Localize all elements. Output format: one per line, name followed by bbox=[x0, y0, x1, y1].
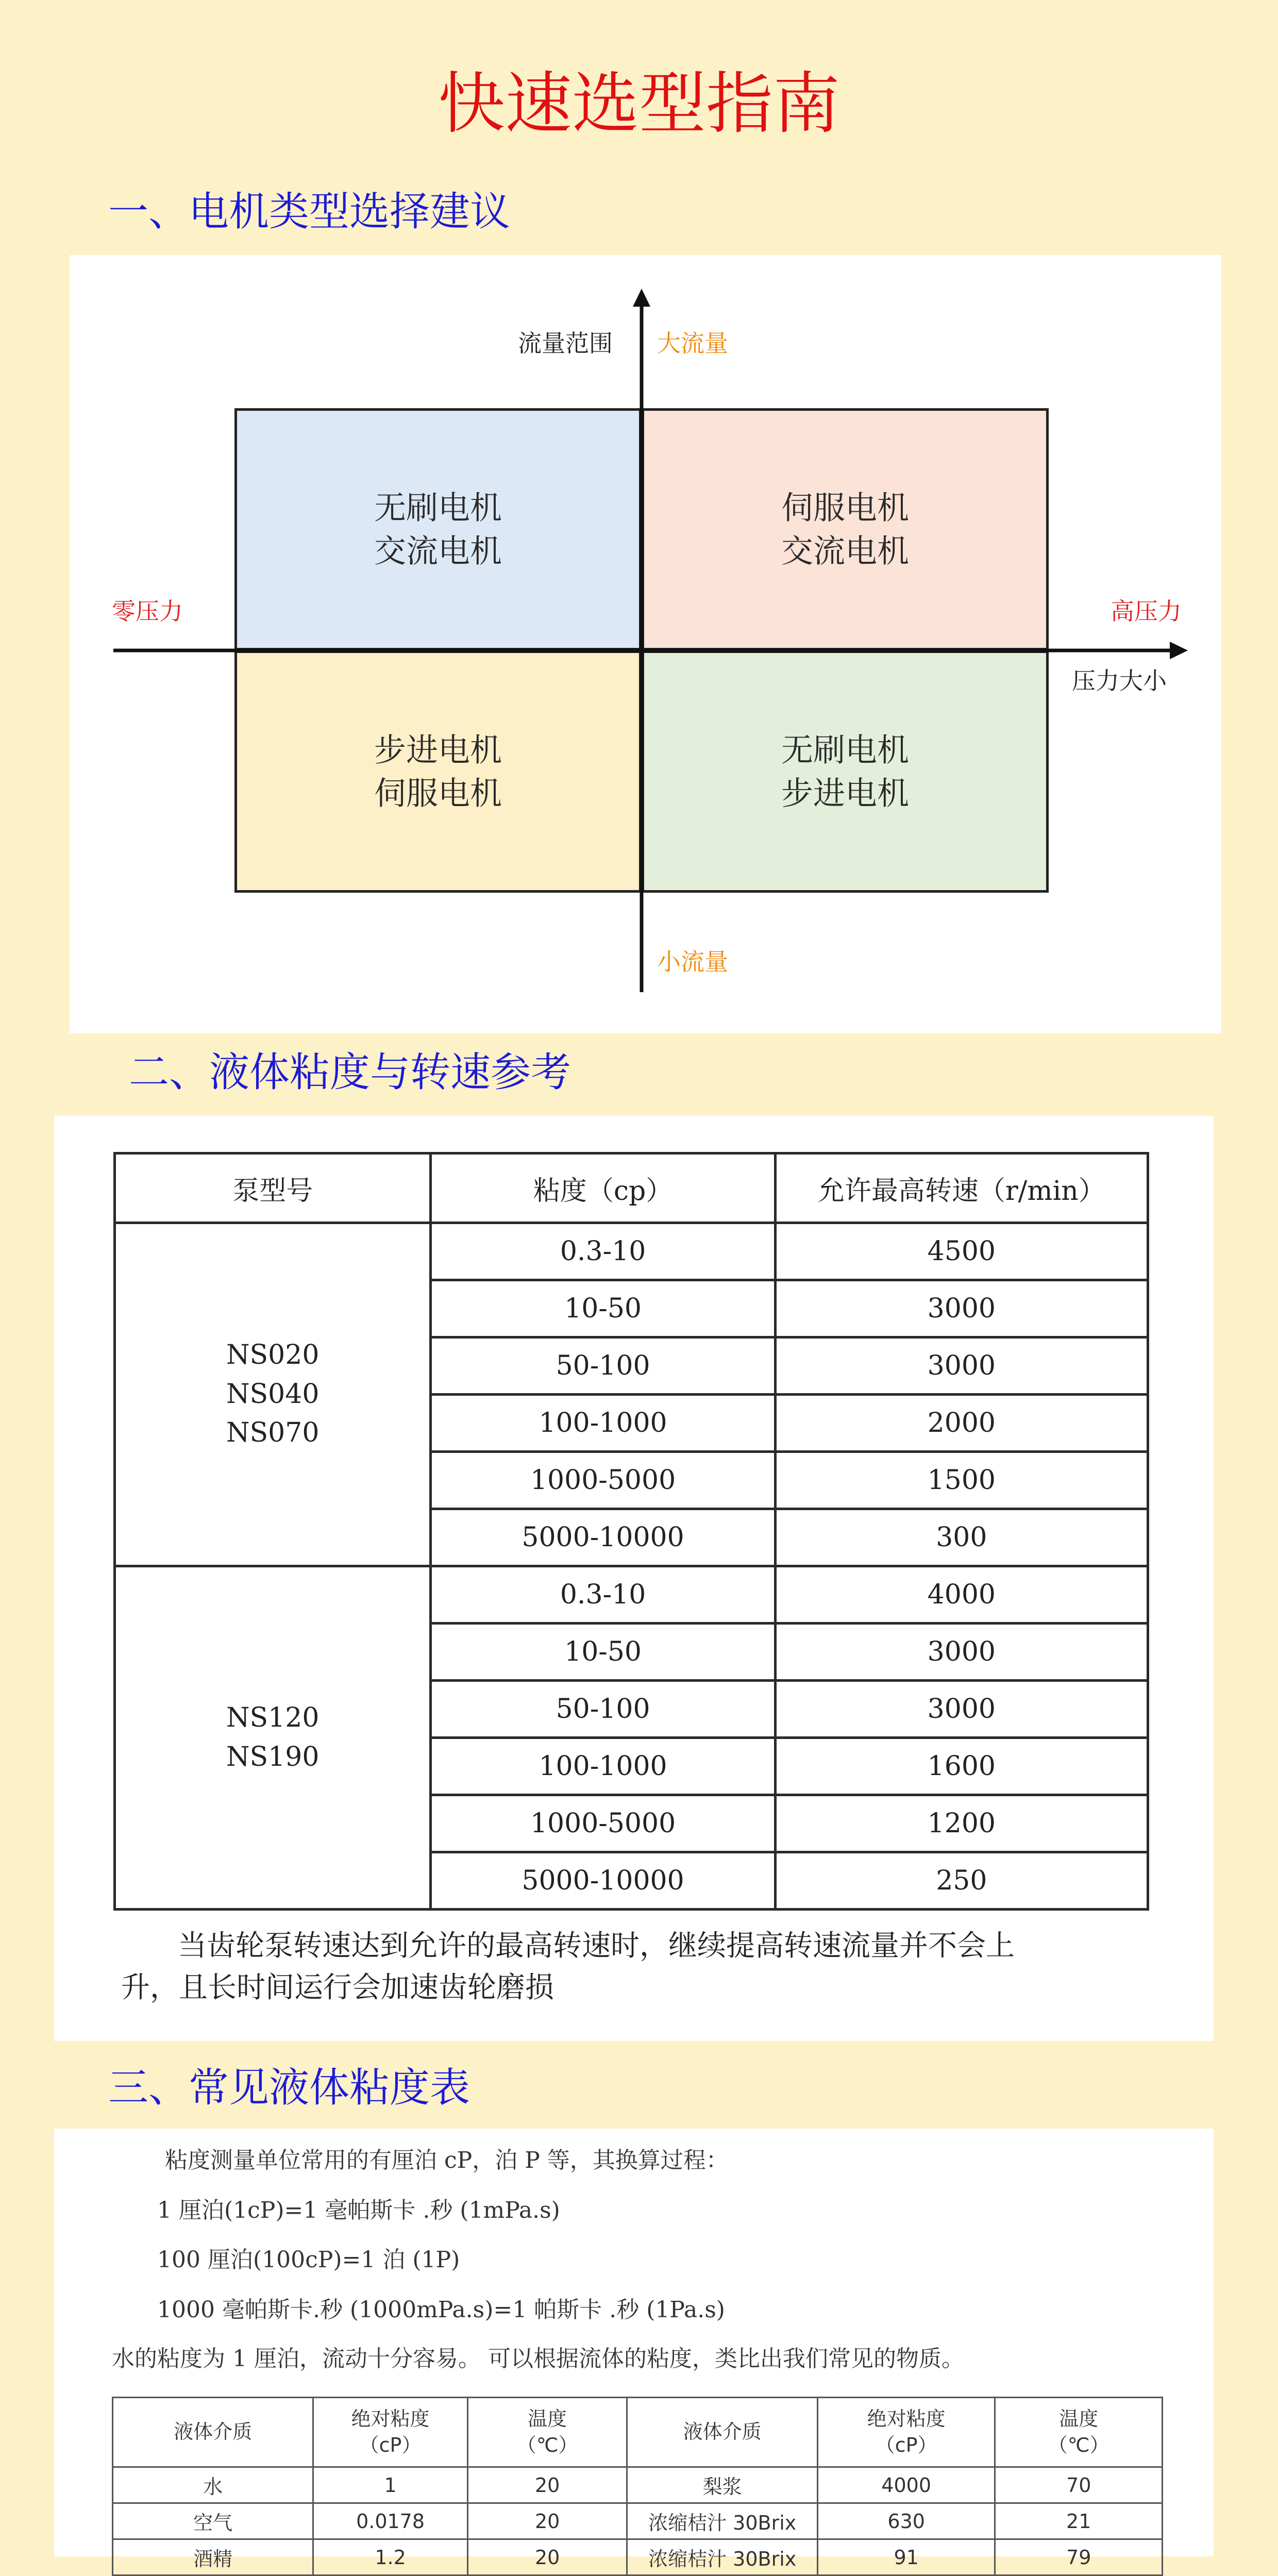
x-axis-label: 压力大小 bbox=[1072, 667, 1167, 695]
quadrant-top-right-line1: 伺服电机 bbox=[781, 489, 909, 527]
pump-model: NS040 bbox=[226, 1378, 320, 1410]
liquid-viscosity-panel bbox=[54, 2129, 1214, 2570]
table-cell: 浓缩桔汁 30Brix bbox=[627, 2503, 817, 2539]
table-row bbox=[115, 1223, 1148, 1280]
header-temperature: 温度 （℃） bbox=[467, 2398, 627, 2467]
speed-cell: 1200 bbox=[775, 1795, 1148, 1852]
speed-note-line2: 升，且长时间运行会加速齿轮磨损 bbox=[121, 1971, 554, 2005]
quadrant-bottom-right-line2: 步进电机 bbox=[781, 774, 909, 812]
viscosity-cell: 100-1000 bbox=[431, 1395, 775, 1452]
viscosity-cell: 5000-10000 bbox=[431, 1852, 775, 1910]
quadrant-top-right-line2: 交流电机 bbox=[781, 532, 909, 570]
table-cell: 21 bbox=[995, 2503, 1163, 2539]
viscosity-cell: 100-1000 bbox=[431, 1738, 775, 1795]
y-axis-arrow-icon bbox=[633, 289, 650, 307]
speed-cell: 3000 bbox=[775, 1337, 1148, 1395]
x-left-label: 零压力 bbox=[112, 597, 183, 625]
section-heading-viscosity-speed: 二、液体粘度与转速参考 bbox=[129, 1049, 571, 1096]
viscosity-cell: 50-100 bbox=[431, 1681, 775, 1738]
speed-cell: 3000 bbox=[775, 1681, 1148, 1738]
table-cell: 浓缩桔汁 30Brix bbox=[627, 2539, 817, 2575]
quadrant-bottom-left-line2: 伺服电机 bbox=[374, 774, 502, 812]
header-medium: 液体介质 bbox=[113, 2398, 313, 2467]
pump-model: NS070 bbox=[226, 1417, 320, 1449]
pump-model: NS120 bbox=[226, 1702, 320, 1734]
pump-model: NS020 bbox=[226, 1340, 320, 1371]
speed-note-line1: 当齿轮泵转速达到允许的最高转速时，继续提高转速流量并不会上 bbox=[178, 1929, 1015, 1963]
unit-intro-line: 粘度测量单位常用的有厘泊 cP，泊 P 等，其换算过程： bbox=[165, 2147, 729, 2173]
table-cell: 91 bbox=[817, 2539, 995, 2575]
viscosity-cell: 0.3-10 bbox=[431, 1223, 775, 1280]
header-max-speed: 允许最高转速（r/min） bbox=[775, 1153, 1148, 1223]
table-cell: 20 bbox=[467, 2467, 627, 2503]
viscosity-cell: 10-50 bbox=[431, 1624, 775, 1681]
section-heading-motor: 一、电机类型选择建议 bbox=[108, 189, 511, 235]
y-top-label: 大流量 bbox=[657, 329, 728, 357]
x-right-label: 高压力 bbox=[1111, 597, 1182, 625]
quadrant-bottom-right-line1: 无刷电机 bbox=[781, 731, 909, 769]
axes bbox=[70, 255, 1221, 1033]
header-pump-model: 泵型号 bbox=[115, 1153, 431, 1223]
speed-note bbox=[121, 1925, 1172, 2009]
speed-cell: 3000 bbox=[775, 1624, 1148, 1681]
quadrant-top-left-line1: 无刷电机 bbox=[374, 489, 502, 527]
header-viscosity: 粘度（cp） bbox=[431, 1153, 775, 1223]
viscosity-cell: 10-50 bbox=[431, 1280, 775, 1337]
viscosity-cell: 1000-5000 bbox=[431, 1452, 775, 1509]
header-temperature-2: 温度 （℃） bbox=[995, 2398, 1163, 2467]
table-cell: 20 bbox=[467, 2503, 627, 2539]
table-row bbox=[113, 2503, 1163, 2539]
quadrant-bottom-left-line1: 步进电机 bbox=[374, 731, 502, 769]
viscosity-cell: 5000-10000 bbox=[431, 1509, 775, 1566]
speed-cell: 2000 bbox=[775, 1395, 1148, 1452]
table-cell: 水 bbox=[113, 2467, 313, 2503]
section-heading-liquid-viscosity: 三、常见液体粘度表 bbox=[108, 2065, 470, 2111]
speed-cell: 1500 bbox=[775, 1452, 1148, 1509]
speed-cell: 300 bbox=[775, 1509, 1148, 1566]
viscosity-cell: 0.3-10 bbox=[431, 1566, 775, 1624]
table-cell: 4000 bbox=[817, 2467, 995, 2503]
table-cell: 酒精 bbox=[113, 2539, 313, 2575]
water-viscosity-line: 水的粘度为 1 厘泊，流动十分容易。 可以根据流体的粘度，类比出我们常见的物质。 bbox=[112, 2346, 964, 2372]
liquid-viscosity-table bbox=[112, 2397, 1163, 2576]
header-abs-viscosity: 绝对粘度 （cP） bbox=[313, 2398, 468, 2467]
pump-models-group-1 bbox=[115, 1223, 431, 1566]
table-cell: 1.2 bbox=[313, 2539, 468, 2575]
quadrant-top-left-line2: 交流电机 bbox=[374, 532, 502, 570]
header-medium-2: 液体介质 bbox=[627, 2398, 817, 2467]
header-abs-viscosity-2: 绝对粘度 （cP） bbox=[817, 2398, 995, 2467]
speed-cell: 1600 bbox=[775, 1738, 1148, 1795]
viscosity-cell: 1000-5000 bbox=[431, 1795, 775, 1852]
table-cell: 1 bbox=[313, 2467, 468, 2503]
table-cell: 梨浆 bbox=[627, 2467, 817, 2503]
viscosity-speed-panel bbox=[54, 1116, 1214, 2041]
table-row bbox=[115, 1566, 1148, 1624]
y-axis-label: 流量范围 bbox=[518, 329, 613, 357]
motor-chart-panel bbox=[70, 255, 1221, 1033]
conversion-line-pas: 1000 毫帕斯卡.秒 (1000mPa.s)=1 帕斯卡 .秒 (1Pa.s) bbox=[157, 2297, 725, 2323]
table-row bbox=[113, 2539, 1163, 2575]
viscosity-cell: 50-100 bbox=[431, 1337, 775, 1395]
speed-cell: 4500 bbox=[775, 1223, 1148, 1280]
viscosity-speed-table bbox=[113, 1152, 1149, 1911]
pump-model: NS190 bbox=[226, 1741, 320, 1772]
table-header-row bbox=[115, 1153, 1148, 1223]
table-cell: 空气 bbox=[113, 2503, 313, 2539]
table-row bbox=[113, 2467, 1163, 2503]
liquid-table-header-row bbox=[113, 2398, 1163, 2467]
page-title: 快速选型指南 bbox=[438, 64, 840, 143]
speed-cell: 4000 bbox=[775, 1566, 1148, 1624]
speed-cell: 3000 bbox=[775, 1280, 1148, 1337]
table-cell: 79 bbox=[995, 2539, 1163, 2575]
x-axis-arrow-icon bbox=[1170, 642, 1188, 659]
speed-cell: 250 bbox=[775, 1852, 1148, 1910]
table-cell: 630 bbox=[817, 2503, 995, 2539]
table-cell: 70 bbox=[995, 2467, 1163, 2503]
pump-models-group-2 bbox=[115, 1566, 431, 1910]
y-bottom-label: 小流量 bbox=[657, 948, 728, 976]
table-cell: 0.0178 bbox=[313, 2503, 468, 2539]
conversion-line-p: 100 厘泊(100cP)=1 泊 (1P) bbox=[157, 2247, 460, 2273]
conversion-line-cp: 1 厘泊(1cP)=1 毫帕斯卡 .秒 (1mPa.s) bbox=[157, 2197, 560, 2223]
table-cell: 20 bbox=[467, 2539, 627, 2575]
